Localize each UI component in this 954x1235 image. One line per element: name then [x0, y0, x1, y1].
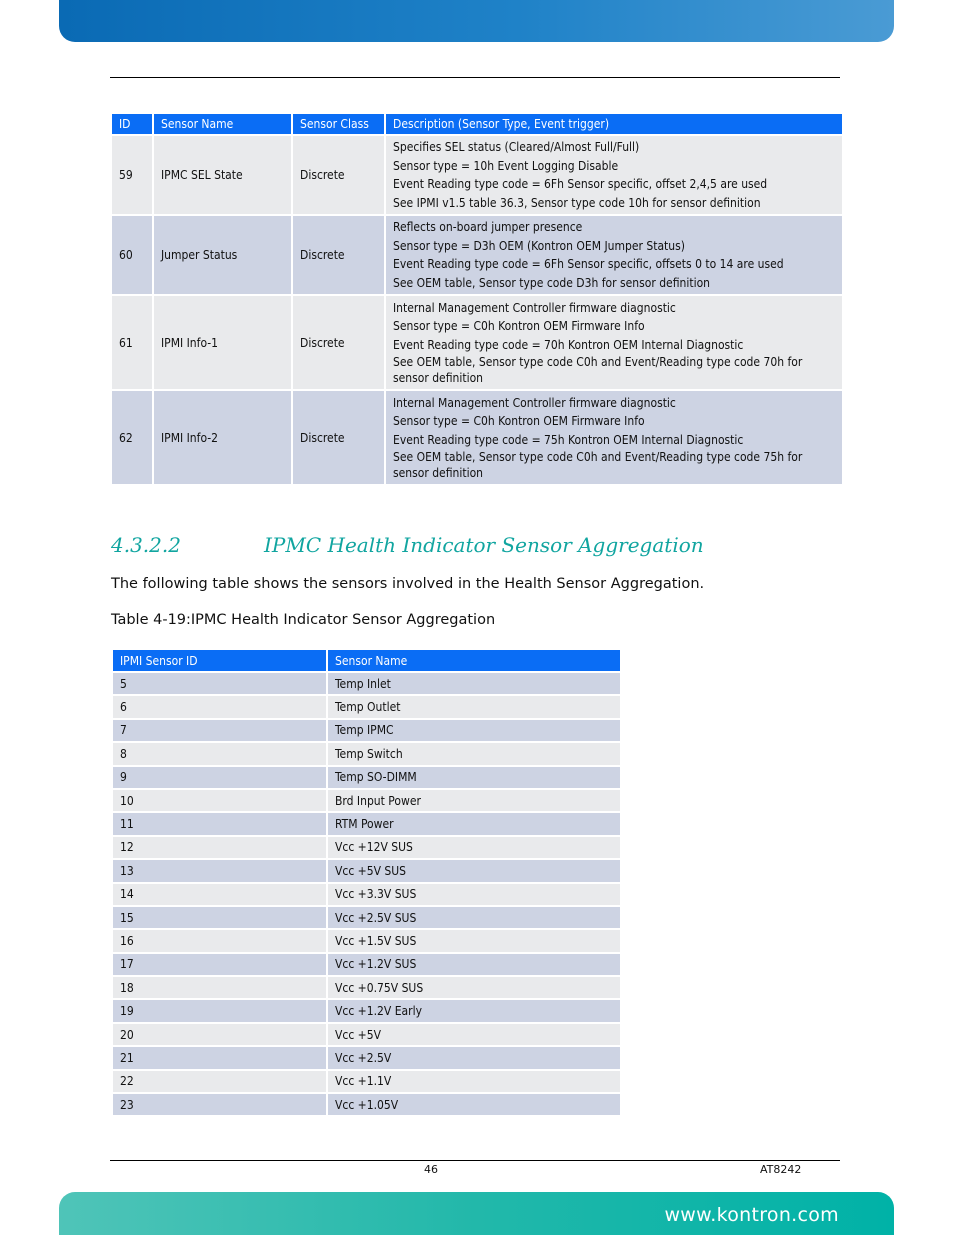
footer-banner — [59, 1192, 894, 1235]
sensor-name: Temp SO-DIMM — [328, 767, 620, 788]
ipmi-sensor-id: 18 — [113, 977, 326, 998]
ipmi-sensor-id: 10 — [113, 790, 326, 811]
sensor-name: Vcc +2.5V SUS — [328, 907, 620, 928]
header-id: ID — [112, 114, 152, 134]
table-row — [113, 767, 620, 788]
sensor-name: Vcc +5V — [328, 1024, 620, 1045]
ipmi-sensor-id: 23 — [113, 1094, 326, 1115]
aggregation-table-header-row — [113, 650, 620, 671]
ipmi-sensor-id: 6 — [113, 696, 326, 717]
table-row — [112, 136, 842, 214]
ipmi-sensor-id: 14 — [113, 884, 326, 905]
ipmi-sensor-id: 12 — [113, 837, 326, 858]
sensor-name: IPMI Info-2 — [154, 391, 291, 484]
header-sensor-name: Sensor Name — [328, 650, 620, 671]
section-number: 4.3.2.2 — [111, 533, 181, 557]
table-row — [113, 813, 620, 834]
description-line: See OEM table, Sensor type code C0h and Event/Reading type code 70h for — [393, 355, 803, 370]
table-row — [112, 391, 842, 484]
ipmi-sensor-id: 7 — [113, 720, 326, 741]
header-sensor-class: Sensor Class — [293, 114, 384, 134]
sensor-description — [386, 136, 842, 214]
table-row — [113, 954, 620, 975]
sensor-class: Discrete — [293, 136, 384, 214]
aggregation-table-body — [113, 673, 620, 1115]
description-line: Event Reading type code = 6Fh Sensor specific, offsets 0 to 14 are used — [393, 257, 784, 271]
description-line: Internal Management Controller firmware diagnostic — [393, 300, 676, 315]
description-line: Sensor type = 10h Event Logging Disable — [393, 158, 619, 173]
table-row — [113, 907, 620, 928]
table-row — [113, 860, 620, 881]
description-line: Event Reading type code = 70h Kontron OEM Internal Diagnostic — [393, 337, 744, 352]
table-row — [113, 884, 620, 905]
ipmi-sensor-id: 8 — [113, 743, 326, 764]
description-line: See OEM table, Sensor type code C0h and Event/Reading type code 75h for — [393, 450, 803, 465]
sensor-class: Discrete — [293, 216, 384, 294]
sensor-id: 60 — [112, 216, 152, 294]
ipmi-sensor-id: 5 — [113, 673, 326, 694]
sensor-name: IPMC SEL State — [154, 136, 291, 214]
description-line: Sensor type = C0h Kontron OEM Firmware Info — [393, 319, 645, 334]
sensor-description — [386, 296, 842, 389]
description-line: Sensor type = C0h Kontron OEM Firmware Info — [393, 414, 645, 429]
footer-rule — [110, 1160, 840, 1161]
table-row — [113, 1000, 620, 1021]
description-line: Specifies SEL status (Cleared/Almost Full/Full) — [393, 140, 640, 154]
table-row — [113, 673, 620, 694]
description-line: See OEM table, Sensor type code D3h for sensor definition — [393, 275, 711, 290]
sensor-description — [386, 216, 842, 294]
sensor-table-header-row — [112, 114, 842, 134]
ipmi-sensor-id: 15 — [113, 907, 326, 928]
table-row — [113, 837, 620, 858]
header-sensor-name: Sensor Name — [154, 114, 291, 134]
sensor-name: Vcc +1.2V Early — [328, 1000, 620, 1021]
sensor-name: Vcc +1.1V — [328, 1071, 620, 1092]
sensor-name: Vcc +1.05V — [328, 1094, 620, 1115]
document-id: AT8242 — [760, 1163, 802, 1176]
sensor-name: RTM Power — [328, 813, 620, 834]
header-rule — [110, 77, 840, 78]
description-line: sensor definition — [393, 466, 484, 481]
table-row — [113, 1024, 620, 1045]
sensor-name: Vcc +1.2V SUS — [328, 954, 620, 975]
description-line: Event Reading type code = 6Fh Sensor specific, offset 2,4,5 are used — [393, 177, 768, 191]
ipmi-sensor-id: 21 — [113, 1047, 326, 1068]
sensor-name: Vcc +12V SUS — [328, 837, 620, 858]
description-line: Event Reading type code = 75h Kontron OEM Internal Diagnostic — [393, 432, 744, 447]
table-row — [113, 930, 620, 951]
page-number: 46 — [424, 1163, 438, 1176]
table-row — [113, 790, 620, 811]
sensor-id: 62 — [112, 391, 152, 484]
sensor-name: Vcc +0.75V SUS — [328, 977, 620, 998]
aggregation-table — [111, 648, 622, 1117]
description-line: See IPMI v1.5 table 36.3, Sensor type code 10h for sensor definition — [393, 195, 761, 210]
ipmi-sensor-id: 9 — [113, 767, 326, 788]
table-row — [113, 743, 620, 764]
description-line: sensor definition — [393, 371, 484, 386]
sensor-name: Vcc +3.3V SUS — [328, 884, 620, 905]
description-line: Internal Management Controller firmware diagnostic — [393, 395, 676, 410]
sensor-name: Jumper Status — [154, 216, 291, 294]
description-line: Reflects on-board jumper presence — [393, 220, 583, 234]
sensor-name: Temp Inlet — [328, 673, 620, 694]
table-row — [113, 1047, 620, 1068]
header-description: Description (Sensor Type, Event trigger) — [386, 114, 842, 134]
header-ipmi-sensor-id: IPMI Sensor ID — [113, 650, 326, 671]
ipmi-sensor-id: 17 — [113, 954, 326, 975]
section-title: IPMC Health Indicator Sensor Aggregation — [264, 533, 704, 557]
intro-paragraph: The following table shows the sensors involved in the Health Sensor Aggregation. — [111, 576, 705, 592]
table-caption: Table 4-19:IPMC Health Indicator Sensor Aggregation — [111, 612, 496, 628]
sensor-name: Vcc +5V SUS — [328, 860, 620, 881]
website-link[interactable]: www.kontron.com — [664, 1204, 839, 1226]
description-line: Sensor type = D3h OEM (Kontron OEM Jumper Status) — [393, 238, 685, 253]
ipmi-sensor-id: 22 — [113, 1071, 326, 1092]
table-row — [113, 1071, 620, 1092]
sensor-class: Discrete — [293, 391, 384, 484]
sensor-id: 59 — [112, 136, 152, 214]
sensor-name: IPMI Info-1 — [154, 296, 291, 389]
sensor-description — [386, 391, 842, 484]
table-row — [112, 216, 842, 294]
sensor-name: Vcc +1.5V SUS — [328, 930, 620, 951]
ipmi-sensor-id: 16 — [113, 930, 326, 951]
header-banner — [59, 0, 894, 42]
sensor-name: Brd Input Power — [328, 790, 620, 811]
table-row — [113, 720, 620, 741]
sensor-class: Discrete — [293, 296, 384, 389]
ipmi-sensor-id: 13 — [113, 860, 326, 881]
table-row — [112, 296, 842, 389]
sensor-id: 61 — [112, 296, 152, 389]
sensor-table — [110, 112, 844, 486]
sensor-name: Temp Switch — [328, 743, 620, 764]
sensor-name: Temp Outlet — [328, 696, 620, 717]
table-row — [113, 977, 620, 998]
ipmi-sensor-id: 20 — [113, 1024, 326, 1045]
table-row — [113, 696, 620, 717]
ipmi-sensor-id: 19 — [113, 1000, 326, 1021]
sensor-name: Temp IPMC — [328, 720, 620, 741]
sensor-name: Vcc +2.5V — [328, 1047, 620, 1068]
ipmi-sensor-id: 11 — [113, 813, 326, 834]
table-row — [113, 1094, 620, 1115]
section-heading — [111, 533, 704, 557]
